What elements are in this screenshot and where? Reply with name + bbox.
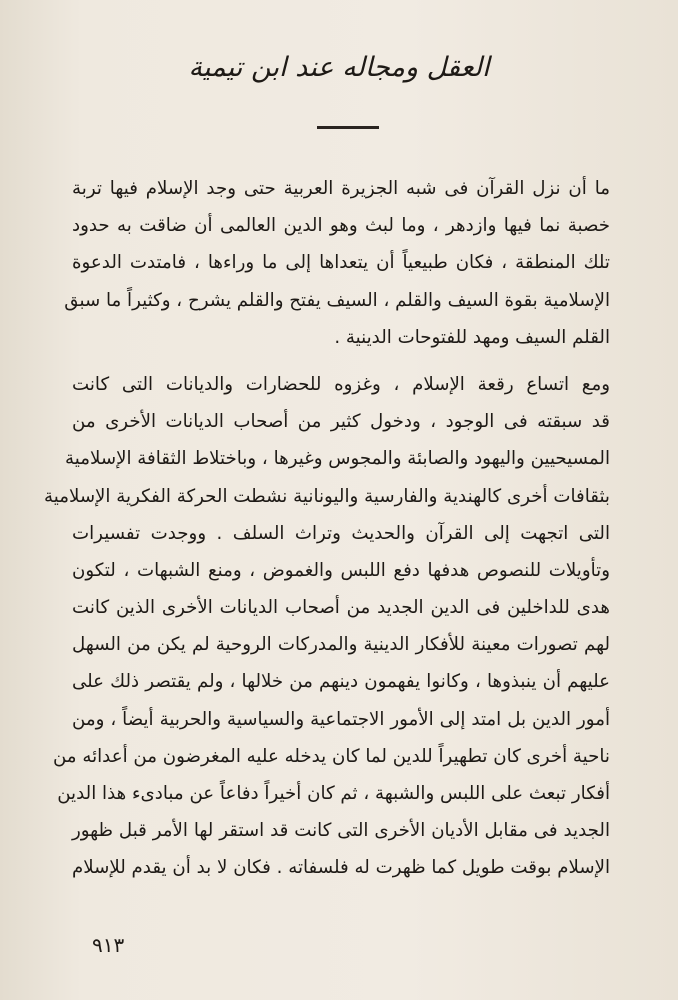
- text-line: التى اتجهت إلى القرآن والحديث وتراث السلف . ووجدت تفسيرات: [72, 522, 610, 544]
- body-text: [43, 170, 610, 887]
- text-line: تلك المنطقة ، فكان طبيعياً أن يتعداها إلى ما وراءها ، فامتدت الدعوة: [72, 252, 610, 274]
- text-line: قد سبقته فى الوجود ، ودخول كثير من أصحاب الديانات الأخرى من: [72, 411, 610, 433]
- text-line: ومع اتساع رقعة الإسلام ، وغزوه للحضارات والديانات التى كانت: [72, 373, 610, 395]
- text-line: وتأويلات للنصوص هدفها دفع اللبس والغموض ، ومنع الشبهات ، لتكون: [72, 559, 610, 581]
- text-line: لهم تصورات معينة للأفكار الدينية والمدركات الروحية لم يكن من السهل: [72, 634, 610, 656]
- text-line: أمور الدين بل امتد إلى الأمور الاجتماعية والسياسية والحربية أيضاً ، ومن: [72, 708, 610, 730]
- text-line: المسيحيين واليهود والصابئة والمجوس وغيرها ، وباختلاط الثقافة الإسلامية: [65, 448, 610, 470]
- page-title: العقل ومجاله عند ابن تيمية: [188, 52, 490, 83]
- text-line: بثقافات أخرى كالهندية والفارسية واليونانية نشطت الحركة الفكرية الإسلامية: [43, 485, 610, 507]
- paragraph-1: [64, 170, 610, 356]
- text-line: القلم السيف ومهد للفتوحات الدينية .: [334, 326, 610, 348]
- text-line: ناحية أخرى كان تطهيراً للدين لما كان يدخله عليه المغرضون من أعدائه من: [52, 745, 610, 767]
- text-line: ما أن نزل القرآن فى شبه الجزيرة العربية حتى وجد الإسلام فيها تربة: [72, 178, 610, 199]
- text-line: الإسلام بوقت طويل كما ظهرت له فلسفاته . فكان لا بد أن يقدم للإسلام: [72, 857, 610, 879]
- text-line: عليهم أن ينبذوها ، وكانوا يفهمون دينهم من خلالها ، ولم يقتصر ذلك على: [72, 671, 610, 693]
- text-line: أفكار تبعث على اللبس والشبهة ، ثم كان أخيراً دفاعاً عن مبادىء هذا الدين: [57, 783, 610, 804]
- text-line: خصبة نما فيها وازدهر ، وما لبث وهو الدين العالمى أن ضاقت به حدود: [72, 215, 610, 237]
- text-line: الإسلامية بقوة السيف والقلم ، السيف يفتح والقلم يشرح ، وكثيراً ما سبق: [64, 289, 610, 311]
- text-line: الجديد فى مقابل الأديان الأخرى التى كانت قد استقر لها الأمر قبل ظهور: [72, 820, 610, 842]
- paragraph-2: [43, 366, 610, 887]
- title-divider: [317, 126, 379, 129]
- text-line: هدى للداخلين فى الدين الجديد من أصحاب الديانات الأخرى الذين كانت: [72, 597, 610, 619]
- page-number: ٩١٣: [92, 933, 125, 957]
